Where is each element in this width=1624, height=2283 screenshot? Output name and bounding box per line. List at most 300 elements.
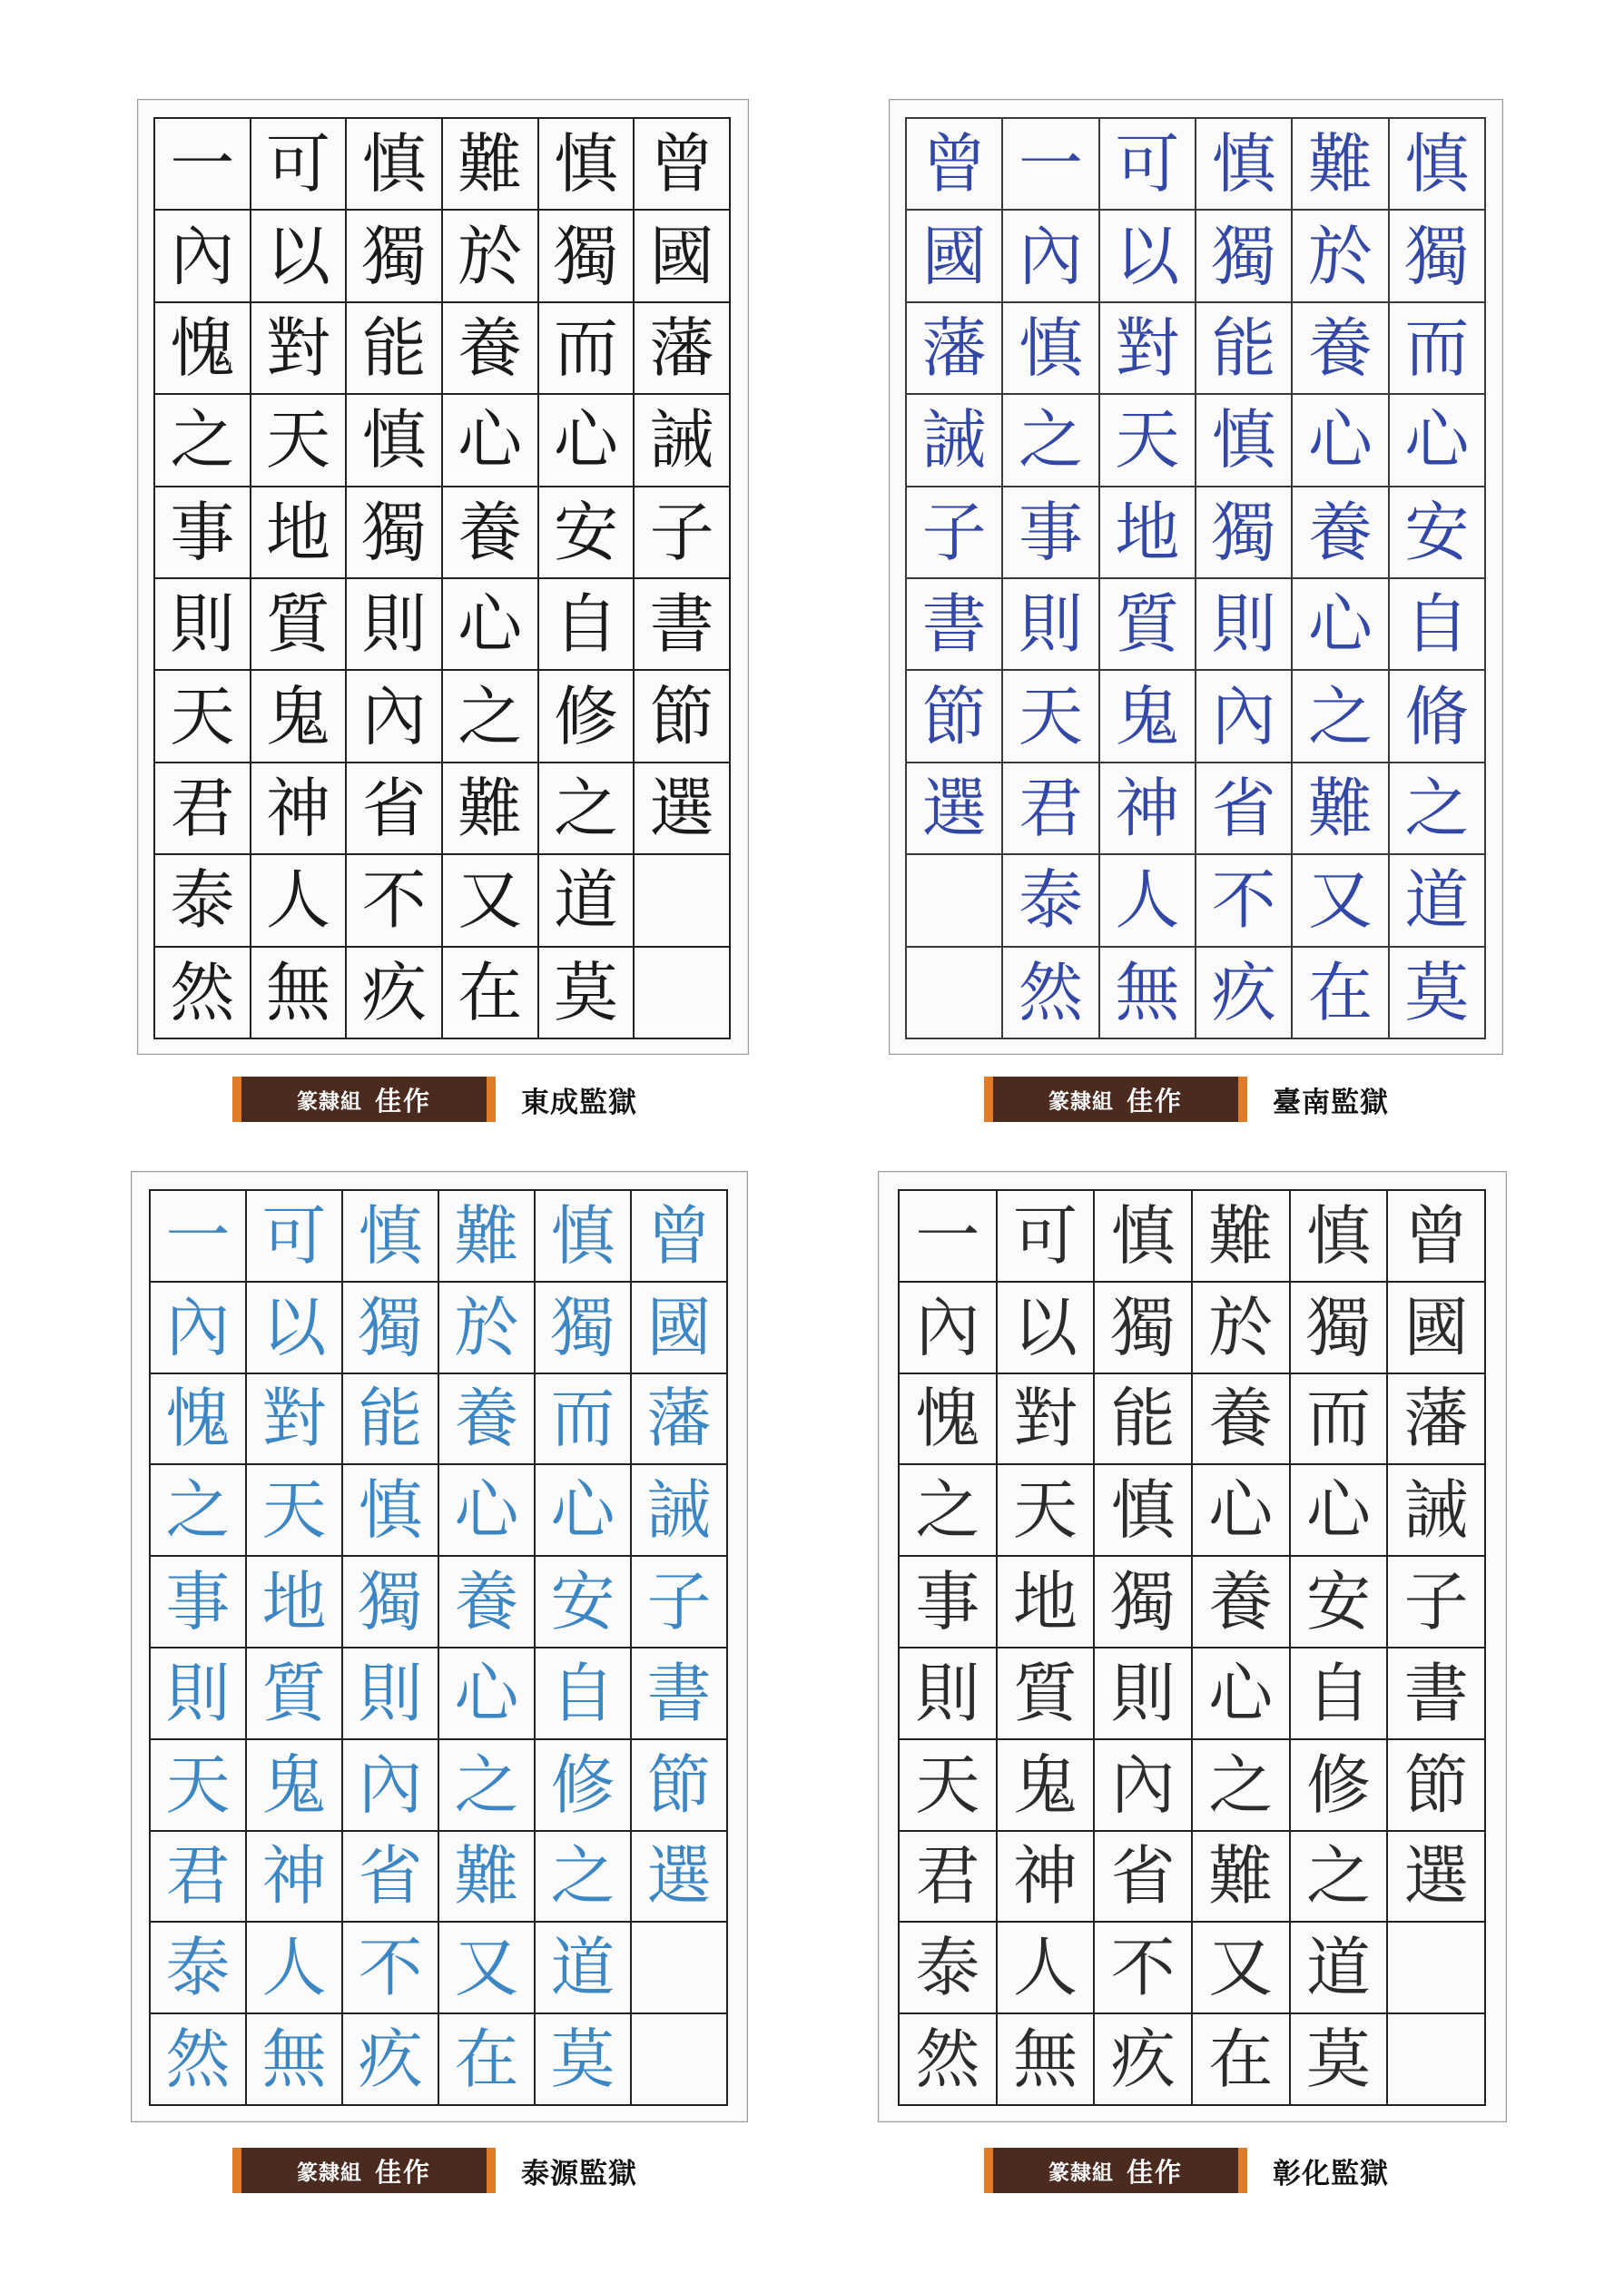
grid-cell [538, 302, 635, 394]
grid-cell [906, 854, 1002, 946]
calligraphy-character: 心 [1404, 402, 1470, 478]
grid-cell [251, 947, 347, 1038]
calligraphy-character: 可 [1012, 1197, 1078, 1274]
grid-cell [997, 2013, 1095, 2105]
grid-cell [1389, 210, 1485, 301]
grid-cell [535, 1556, 631, 1648]
calligraphy-character: 安 [553, 494, 618, 570]
calligraphy-character: 心 [550, 1472, 615, 1549]
calligraphy-character: 內 [1018, 218, 1083, 294]
calligraphy-character: 慎 [361, 126, 427, 202]
calligraphy-character: 質 [1115, 586, 1180, 663]
grid-cell [1290, 1190, 1388, 1282]
grid-cell [1292, 854, 1388, 946]
grid-cell [251, 394, 347, 486]
grid-cell [906, 578, 1002, 670]
grid-cell [1389, 302, 1485, 394]
grid-cell [1002, 578, 1098, 670]
grid-cell [1389, 854, 1485, 946]
group-label: 篆隸組 [296, 2160, 362, 2185]
calligraphy-character: 在 [454, 2022, 519, 2098]
grid-cell [1192, 1922, 1290, 2013]
grid-cell [251, 763, 347, 854]
grid-cell [1099, 854, 1196, 946]
calligraphy-character: 安 [550, 1564, 615, 1640]
grid-cell [1094, 1739, 1192, 1831]
grid-cell [1002, 118, 1098, 210]
calligraphy-character: 修 [550, 1747, 615, 1823]
grid-cell [346, 947, 442, 1038]
award-label: 佳作 [1126, 2156, 1183, 2188]
grid-row [906, 394, 1485, 486]
grid-cell [251, 302, 347, 394]
calligraphy-character: 在 [1307, 954, 1373, 1030]
calligraphy-character: 藩 [1403, 1381, 1469, 1457]
grid-cell [1099, 118, 1196, 210]
calligraphy-character: 慎 [1211, 402, 1276, 478]
calligraphy-character: 國 [1403, 1289, 1469, 1365]
grid-row [150, 1922, 727, 2013]
grid-cell [438, 1648, 535, 1739]
calligraphy-character: 然 [170, 954, 235, 1030]
grid-cell [246, 1373, 342, 1465]
calligraphy-character: 泰 [915, 1930, 980, 2006]
grid-cell [631, 1282, 727, 1373]
calligraphy-character: 國 [646, 1289, 712, 1365]
calligraphy-character: 內 [1110, 1747, 1176, 1823]
calligraphy-character: 慎 [361, 402, 427, 478]
grid-row [906, 670, 1485, 762]
calligraphy-character: 慎 [553, 126, 618, 202]
grid-row [899, 1190, 1485, 1282]
calligraphy-character: 地 [1115, 494, 1180, 570]
group-label: 篆隸組 [1048, 2160, 1114, 2185]
calligraphy-character: 而 [1305, 1381, 1371, 1457]
grid-cell [438, 1282, 535, 1373]
grid-cell [1389, 670, 1485, 762]
grid-row [906, 118, 1485, 210]
grid-cell [631, 1648, 727, 1739]
calligraphy-character: 之 [1018, 402, 1083, 478]
grid-cell [1292, 394, 1388, 486]
calligraphy-character: 難 [1208, 1197, 1274, 1274]
grid-cell [997, 1648, 1095, 1739]
calligraphy-character: 之 [165, 1472, 231, 1549]
grid-cell [997, 1282, 1095, 1373]
grid-cell [246, 1831, 342, 1923]
calligraphy-entry-3 [131, 1171, 748, 2122]
award-badge [984, 2148, 1247, 2193]
calligraphy-character: 愧 [170, 310, 235, 386]
grid-cell [1099, 210, 1196, 301]
calligraphy-character: 修 [1305, 1747, 1371, 1823]
grid-cell [538, 670, 635, 762]
calligraphy-character: 藩 [921, 310, 987, 386]
grid-row [906, 578, 1485, 670]
grid-cell [535, 1648, 631, 1739]
grid-cell [1387, 2013, 1485, 2105]
calligraphy-character: 內 [165, 1289, 231, 1365]
calligraphy-character: 難 [1307, 126, 1373, 202]
calligraphy-character: 能 [1110, 1381, 1176, 1457]
grid-cell [342, 1464, 438, 1556]
calligraphy-character: 藩 [646, 1381, 712, 1457]
calligraphy-character: 疚 [1110, 2022, 1176, 2098]
calligraphy-character: 莫 [553, 954, 618, 1030]
grid-cell [538, 394, 635, 486]
calligraphy-character: 可 [261, 1197, 327, 1274]
calligraphy-entry-1 [137, 99, 749, 1055]
calligraphy-character: 以 [1012, 1289, 1078, 1365]
grid-cell [1387, 1648, 1485, 1739]
grid-cell [634, 118, 730, 210]
grid-cell [906, 394, 1002, 486]
grid-cell [438, 1922, 535, 2013]
grid-cell [634, 947, 730, 1038]
calligraphy-character: 人 [1012, 1930, 1078, 2006]
calligraphy-grid [898, 1189, 1486, 2106]
calligraphy-character: 一 [170, 126, 235, 202]
grid-cell [634, 394, 730, 486]
calligraphy-character: 事 [1018, 494, 1083, 570]
calligraphy-character: 獨 [358, 1289, 423, 1365]
grid-cell [1290, 1464, 1388, 1556]
grid-cell [1389, 763, 1485, 854]
calligraphy-character: 則 [358, 1655, 423, 1731]
calligraphy-character: 事 [165, 1564, 231, 1640]
grid-cell [438, 2013, 535, 2105]
calligraphy-character: 養 [1208, 1381, 1274, 1457]
grid-cell [634, 763, 730, 854]
grid-cell [535, 1190, 631, 1282]
grid-cell [442, 302, 538, 394]
grid-cell [442, 394, 538, 486]
calligraphy-character: 養 [1307, 310, 1373, 386]
grid-cell [1196, 118, 1292, 210]
grid-cell [1387, 1282, 1485, 1373]
grid-row [150, 1831, 727, 1923]
grid-row [154, 763, 730, 854]
grid-cell [251, 210, 347, 301]
grid-cell [251, 670, 347, 762]
calligraphy-character: 疚 [358, 2022, 423, 2098]
grid-cell [150, 1464, 246, 1556]
grid-cell [1192, 1282, 1290, 1373]
calligraphy-character: 之 [454, 1747, 519, 1823]
calligraphy-character: 不 [1211, 862, 1276, 939]
grid-row [899, 1373, 1485, 1465]
calligraphy-character: 泰 [170, 862, 235, 939]
calligraphy-character: 地 [261, 1564, 327, 1640]
grid-cell [538, 578, 635, 670]
grid-cell [1292, 302, 1388, 394]
grid-cell [906, 302, 1002, 394]
grid-cell [997, 1190, 1095, 1282]
grid-cell [246, 2013, 342, 2105]
grid-cell [246, 1922, 342, 2013]
grid-cell [1002, 487, 1098, 578]
grid-cell [1387, 1922, 1485, 2013]
grid-cell [346, 487, 442, 578]
calligraphy-character: 心 [458, 586, 523, 663]
calligraphy-character: 子 [646, 1564, 712, 1640]
calligraphy-character: 以 [265, 218, 330, 294]
grid-cell [1196, 947, 1292, 1038]
calligraphy-character: 地 [265, 494, 330, 570]
calligraphy-character: 省 [358, 1838, 423, 1914]
grid-cell [997, 1373, 1095, 1465]
grid-cell [1292, 118, 1388, 210]
grid-cell [899, 1648, 997, 1739]
prison-name: 東成監獄 [521, 1086, 637, 1119]
calligraphy-character: 難 [1208, 1838, 1274, 1914]
calligraphy-character: 神 [1115, 770, 1180, 846]
grid-cell [535, 1282, 631, 1373]
prison-name: 泰源監獄 [521, 2157, 637, 2190]
grid-row [154, 487, 730, 578]
grid-cell [342, 1373, 438, 1465]
grid-cell [442, 210, 538, 301]
grid-cell [1387, 1739, 1485, 1831]
grid-cell [634, 210, 730, 301]
grid-cell [1292, 947, 1388, 1038]
grid-cell [997, 1831, 1095, 1923]
calligraphy-character: 自 [1404, 586, 1470, 663]
grid-cell [346, 210, 442, 301]
calligraphy-character: 則 [1211, 586, 1276, 663]
grid-cell [631, 1373, 727, 1465]
grid-cell [1389, 118, 1485, 210]
calligraphy-entry-4 [878, 1171, 1507, 2122]
calligraphy-character: 一 [1018, 126, 1083, 202]
calligraphy-character: 省 [1211, 770, 1276, 846]
calligraphy-character: 之 [1305, 1838, 1371, 1914]
calligraphy-character: 選 [1403, 1838, 1469, 1914]
calligraphy-character: 天 [915, 1747, 980, 1823]
calligraphy-character: 之 [915, 1472, 980, 1549]
calligraphy-character: 天 [165, 1747, 231, 1823]
calligraphy-character: 心 [454, 1472, 519, 1549]
grid-cell [906, 670, 1002, 762]
calligraphy-character: 難 [1307, 770, 1373, 846]
award-badge [232, 1077, 496, 1122]
grid-cell [150, 1282, 246, 1373]
grid-cell [997, 1739, 1095, 1831]
grid-cell [442, 118, 538, 210]
calligraphy-character: 心 [454, 1655, 519, 1731]
calligraphy-character: 書 [646, 1655, 712, 1731]
calligraphy-character: 內 [915, 1289, 980, 1365]
grid-cell [1292, 578, 1388, 670]
calligraphy-character: 不 [358, 1930, 423, 2006]
calligraphy-character: 獨 [550, 1289, 615, 1365]
grid-cell [346, 302, 442, 394]
grid-cell [154, 302, 251, 394]
calligraphy-character: 不 [1110, 1930, 1176, 2006]
calligraphy-character: 莫 [1305, 2022, 1371, 2098]
grid-cell [1290, 1739, 1388, 1831]
grid-cell [150, 1739, 246, 1831]
calligraphy-character: 君 [1018, 770, 1083, 846]
grid-cell [1292, 763, 1388, 854]
calligraphy-character: 君 [915, 1838, 980, 1914]
calligraphy-character: 選 [646, 1838, 712, 1914]
calligraphy-character: 養 [454, 1564, 519, 1640]
calligraphy-character: 愧 [915, 1381, 980, 1457]
calligraphy-character: 於 [454, 1289, 519, 1365]
grid-row [150, 1282, 727, 1373]
grid-cell [538, 487, 635, 578]
grid-cell [1002, 302, 1098, 394]
grid-row [906, 210, 1485, 301]
calligraphy-character: 鬼 [1012, 1747, 1078, 1823]
grid-cell [1099, 578, 1196, 670]
grid-cell [906, 763, 1002, 854]
calligraphy-character: 地 [1012, 1564, 1078, 1640]
calligraphy-character: 之 [1404, 770, 1470, 846]
grid-row [150, 1648, 727, 1739]
grid-row [899, 1831, 1485, 1923]
calligraphy-character: 養 [1208, 1564, 1274, 1640]
calligraphy-character: 藩 [649, 310, 714, 386]
calligraphy-character: 誡 [649, 402, 714, 478]
calligraphy-character: 泰 [165, 1930, 231, 2006]
award-label: 佳作 [374, 1085, 431, 1117]
grid-cell [535, 1922, 631, 2013]
award-badge [232, 2148, 496, 2193]
grid-cell [631, 2013, 727, 2105]
calligraphy-character: 自 [550, 1655, 615, 1731]
grid-row [150, 1464, 727, 1556]
grid-cell [906, 487, 1002, 578]
grid-cell [438, 1831, 535, 1923]
calligraphy-character: 選 [921, 770, 987, 846]
grid-cell [342, 1556, 438, 1648]
calligraphy-character: 內 [358, 1747, 423, 1823]
calligraphy-character: 誡 [921, 402, 987, 478]
calligraphy-character: 養 [458, 310, 523, 386]
calligraphy-character: 節 [649, 678, 714, 754]
grid-cell [1196, 854, 1292, 946]
grid-cell [246, 1556, 342, 1648]
grid-row [906, 302, 1485, 394]
calligraphy-character: 獨 [361, 218, 427, 294]
calligraphy-character: 則 [1018, 586, 1083, 663]
grid-cell [1094, 1922, 1192, 2013]
calligraphy-character: 獨 [1110, 1289, 1176, 1365]
grid-cell [535, 1373, 631, 1465]
grid-cell [346, 763, 442, 854]
grid-cell [154, 210, 251, 301]
grid-cell [342, 1739, 438, 1831]
calligraphy-character: 書 [921, 586, 987, 663]
grid-cell [899, 2013, 997, 2105]
grid-cell [150, 1190, 246, 1282]
grid-cell [246, 1464, 342, 1556]
grid-cell [1192, 1556, 1290, 1648]
calligraphy-character: 無 [261, 2022, 327, 2098]
award-label: 佳作 [1126, 1085, 1183, 1117]
calligraphy-character: 則 [1110, 1655, 1176, 1731]
grid-cell [1094, 2013, 1192, 2105]
calligraphy-character: 而 [1404, 310, 1470, 386]
calligraphy-character: 愧 [165, 1381, 231, 1457]
grid-cell [154, 487, 251, 578]
grid-cell [1290, 1922, 1388, 2013]
grid-cell [1192, 1464, 1290, 1556]
calligraphy-character: 事 [915, 1564, 980, 1640]
calligraphy-character: 鬼 [265, 678, 330, 754]
calligraphy-character: 則 [361, 586, 427, 663]
grid-row [150, 1739, 727, 1831]
calligraphy-character: 能 [358, 1381, 423, 1457]
grid-cell [631, 1556, 727, 1648]
grid-cell [342, 1282, 438, 1373]
grid-cell [899, 1556, 997, 1648]
grid-row [154, 854, 730, 946]
calligraphy-character: 以 [1115, 218, 1180, 294]
calligraphy-character: 鬼 [1115, 678, 1180, 754]
calligraphy-character: 能 [361, 310, 427, 386]
grid-cell [535, 2013, 631, 2105]
grid-cell [1094, 1556, 1192, 1648]
group-label: 篆隸組 [1048, 1089, 1114, 1114]
calligraphy-character: 子 [1403, 1564, 1469, 1640]
calligraphy-character: 天 [265, 402, 330, 478]
calligraphy-character: 心 [1307, 402, 1373, 478]
grid-cell [154, 394, 251, 486]
calligraphy-character: 難 [454, 1838, 519, 1914]
grid-cell [906, 947, 1002, 1038]
caption-entry-4 [984, 2148, 1389, 2193]
grid-cell [1002, 947, 1098, 1038]
grid-cell [1099, 302, 1196, 394]
calligraphy-character: 養 [458, 494, 523, 570]
calligraphy-character: 而 [550, 1381, 615, 1457]
grid-cell [246, 1282, 342, 1373]
grid-row [906, 487, 1485, 578]
calligraphy-character: 鬼 [261, 1747, 327, 1823]
calligraphy-character: 內 [361, 678, 427, 754]
grid-cell [442, 670, 538, 762]
grid-cell [899, 1922, 997, 2013]
grid-cell [1094, 1190, 1192, 1282]
grid-cell [154, 118, 251, 210]
calligraphy-character: 質 [261, 1655, 327, 1731]
calligraphy-character: 之 [1307, 678, 1373, 754]
grid-row [899, 1922, 1485, 2013]
grid-cell [1387, 1190, 1485, 1282]
calligraphy-character: 天 [1115, 402, 1180, 478]
grid-cell [899, 1373, 997, 1465]
calligraphy-character: 獨 [553, 218, 618, 294]
calligraphy-character: 養 [454, 1381, 519, 1457]
grid-cell [346, 578, 442, 670]
grid-cell [634, 578, 730, 670]
prison-name: 彰化監獄 [1273, 2157, 1389, 2190]
grid-cell [1099, 394, 1196, 486]
calligraphy-character: 人 [261, 1930, 327, 2006]
grid-cell [1292, 487, 1388, 578]
calligraphy-character: 於 [1307, 218, 1373, 294]
grid-cell [251, 854, 347, 946]
grid-cell [150, 1922, 246, 2013]
grid-cell [1002, 763, 1098, 854]
calligraphy-character: 無 [1115, 954, 1180, 1030]
grid-cell [899, 1190, 997, 1282]
grid-cell [631, 1464, 727, 1556]
grid-cell [1389, 487, 1485, 578]
